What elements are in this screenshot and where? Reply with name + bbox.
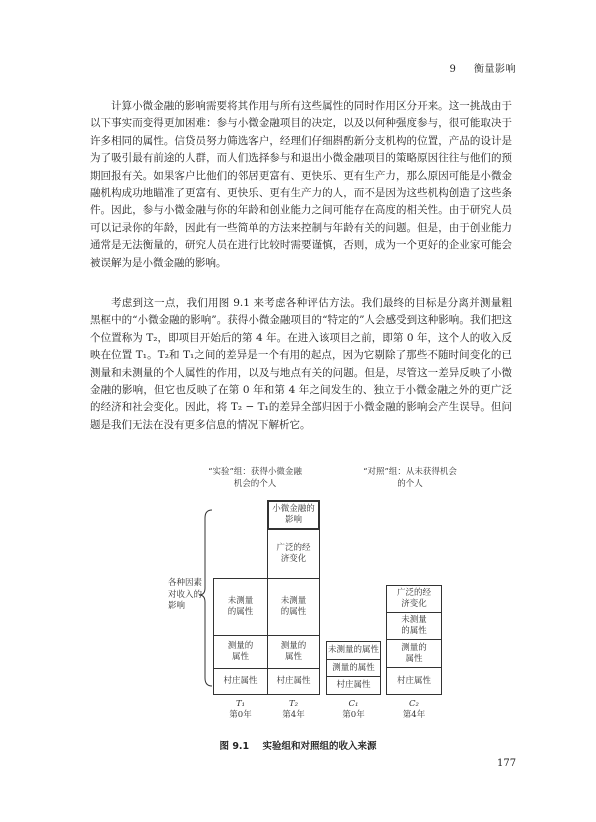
- t2-unmeasured-box: 未测量的属性: [267, 578, 320, 636]
- column-label-t1: T₁ 第0年: [229, 699, 252, 720]
- c2-broad-change-box: 广泛的经济变化: [386, 585, 442, 613]
- figure-caption: [0, 738, 596, 752]
- page-number: 177: [497, 758, 517, 769]
- c1-unmeasured-box: 未测量的属性: [326, 641, 381, 660]
- c2-unmeasured-box: 未测量的属性: [386, 612, 442, 640]
- c1-measured-box: 测量的属性: [326, 659, 381, 677]
- paragraph-2: 考虑到这一点，我们用图 9.1 来考虑各种评估方法。我们最终的目标是分离并测量粗黑框中的“小微金融的影响”。获得小微金融项目的“特定的”人会感受到这种影响。我们把这个位置称为 T₂，即项目开始后的第 4 年。在进入该项目之前，即第 0 年，这个人的收入反映在位置 T₁。T₂和 T₁之间的差异是一个有用的起点，因为它剔除了那些不随时间变化的已测量和未测量的个人属性的作用，以及与地点有关的问题。但是，尽管这一差异反映了小微金融的影响，但它也反映了在第 0 年和第 4 年之间发生的、独立于小微金融之外的更广泛的经济和社会变化。因此，将 T₂ − T₁的差异全部归因于小微金融的影响会产生误导。但问题是我们无法在没有更多信息的情况下解析它。: [90, 297, 512, 431]
- t1-unmeasured-box: 未测量的属性: [213, 578, 268, 636]
- t1-village-box: 村庄属性: [213, 668, 268, 695]
- t2-measured-box: 测量的属性: [267, 635, 320, 669]
- chapter-title: 衡量影响: [474, 64, 516, 75]
- column-label-t2: T₂ 第4年: [282, 699, 305, 720]
- t1-measured-box: 测量的属性: [213, 635, 268, 669]
- c2-measured-box: 测量的属性: [386, 639, 442, 668]
- figure-caption-text: 实验组和对照组的收入来源: [262, 741, 377, 752]
- c1-village-box: 村庄属性: [326, 676, 381, 695]
- control-group-caption: “对照”组：从未获得机会的个人: [363, 467, 457, 489]
- t2-impact-box: 小微金融的影响: [267, 500, 320, 530]
- paragraph-1: 计算小微金融的影响需要将其作用与所有这些属性的同时作用区分开来。这一挑战由于以下事实而变得更加困难：参与小微金融项目的决定，以及以何种强度参与，很可能取决于许多相同的属性。信贷员努力筛选客户，经理们仔细斟酌新分支机构的位置，产品的设计是为了吸引最有前途的人群，而人们选择参与和退出小微金融项目的策略原因往往与他们的预期回报有关。如果客户比他们的邻居更富有、更快乐、更有生产力，那么原因可能是小微金融机构成功地瞄准了更富有、更快乐、更有生产力的人，而不是因为这些机构创造了这些条件。因此，参与小微金融与你的年龄和创业能力之间可能存在高度的相关性。由于研究人员可以记录你的年龄，因此有一些简单的方法来控制与年龄有关的问题。但是，由于创业能力通常是无法衡量的，研究人员在进行比较时需要谨慎，否则，成为一个更好的企业家可能会被误解为是小微金融的影响。: [90, 100, 512, 269]
- experimental-group-caption: “实验”组：获得小微金融机会的个人: [208, 467, 302, 489]
- column-label-c2: C₂ 第4年: [402, 699, 426, 720]
- c2-village-box: 村庄属性: [386, 667, 442, 695]
- chapter-number: 9: [449, 64, 457, 75]
- t2-village-box: 村庄属性: [267, 668, 320, 695]
- figure-number: 图 9.1: [219, 741, 250, 752]
- column-label-c1: C₁ 第0年: [342, 699, 365, 720]
- t2-broad-change-box: 广泛的经济变化: [267, 529, 320, 579]
- side-label: 各种因素对收入的影响: [168, 578, 203, 611]
